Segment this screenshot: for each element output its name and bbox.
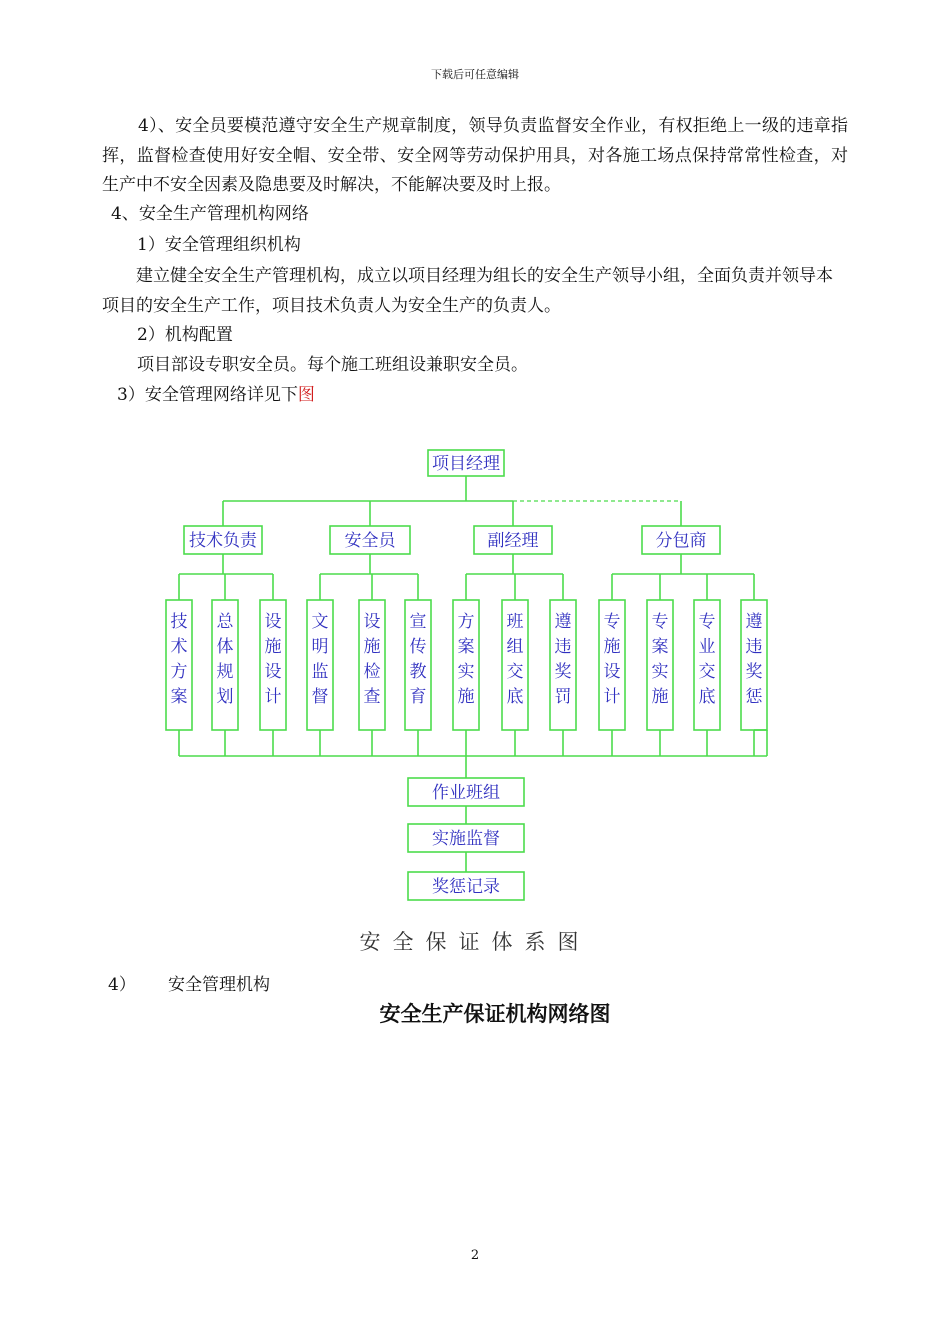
page-number: 2 bbox=[470, 1248, 480, 1263]
node-leaf-0-1-char: 体 bbox=[216, 637, 234, 657]
node-leaf-3-3-char: 违 bbox=[745, 637, 763, 657]
section-heading-4: 4、安全生产管理机构网络 bbox=[111, 204, 309, 224]
node-leaf-2-0-char: 施 bbox=[457, 687, 475, 707]
node-leaf-3-1-char: 案 bbox=[651, 637, 669, 657]
node-leaf-0-2-char: 施 bbox=[264, 637, 282, 657]
item-4-number: 4） bbox=[108, 975, 136, 995]
node-leaf-3-1-char: 实 bbox=[651, 662, 669, 682]
node-leaf-3-1-char: 专 bbox=[651, 612, 669, 632]
node-bottom-0-label: 作业班组 bbox=[432, 783, 500, 803]
node-leaf-3-2-char: 交 bbox=[698, 662, 716, 682]
node-leaf-1-2-char: 教 bbox=[409, 662, 427, 682]
node-leaf-1-1-char: 施 bbox=[363, 637, 381, 657]
node-leaf-3-3-char: 遵 bbox=[745, 612, 763, 632]
node-level2-0-label: 技术负责 bbox=[189, 531, 257, 551]
node-leaf-3-0-char: 施 bbox=[603, 637, 621, 657]
node-leaf-2-1-char: 组 bbox=[506, 637, 524, 657]
item-4-text: 安全管理机构 bbox=[168, 975, 270, 995]
node-level2-2-label: 副经理 bbox=[487, 531, 539, 551]
node-leaf-1-0-char: 文 bbox=[311, 612, 329, 632]
node-leaf-0-0-char: 案 bbox=[170, 687, 188, 707]
subheading-4-3 bbox=[117, 380, 315, 405]
node-leaf-2-0-char: 案 bbox=[457, 637, 475, 657]
paragraph-staffing: 项目部设专职安全员。每个施工班组设兼职安全员。 bbox=[137, 355, 528, 375]
node-leaf-3-2-char: 专 bbox=[698, 612, 716, 632]
node-leaf-1-0-char: 明 bbox=[311, 637, 329, 657]
node-leaf-0-0-char: 技 bbox=[170, 612, 188, 632]
page-header: 下载后可任意编辑 bbox=[431, 68, 519, 81]
subheading-4-1: 1）安全管理组织机构 bbox=[137, 235, 301, 255]
node-bottom-2-label: 奖惩记录 bbox=[432, 877, 500, 897]
network-figure-title: 安全生产保证机构网络图 bbox=[379, 1002, 611, 1026]
node-leaf-0-2-char: 计 bbox=[264, 687, 282, 707]
node-leaf-2-2-char: 奖 bbox=[554, 662, 572, 682]
node-level2-3-label: 分包商 bbox=[655, 531, 707, 551]
subheading-4-3-text: 3）安全管理网络详见下 bbox=[117, 385, 298, 405]
figure-caption: 安全保证体系图 bbox=[359, 930, 591, 954]
safety-org-chart bbox=[0, 440, 950, 910]
node-leaf-2-1-char: 交 bbox=[506, 662, 524, 682]
node-leaf-1-2-char: 传 bbox=[409, 637, 427, 657]
node-leaf-1-1-char: 检 bbox=[363, 662, 381, 682]
node-leaf-3-0-char: 专 bbox=[603, 612, 621, 632]
node-leaf-0-0-char: 术 bbox=[170, 637, 188, 657]
node-leaf-0-1-char: 总 bbox=[216, 612, 234, 632]
node-leaf-2-0-char: 实 bbox=[457, 662, 475, 682]
node-leaf-1-0-char: 督 bbox=[311, 687, 329, 707]
item-4 bbox=[108, 970, 270, 995]
node-leaf-1-0-char: 监 bbox=[311, 662, 329, 682]
node-level2-1-label: 安全员 bbox=[344, 531, 396, 551]
node-leaf-1-1-char: 查 bbox=[363, 687, 381, 707]
node-leaf-1-1-char: 设 bbox=[363, 612, 381, 632]
node-leaf-3-3-char: 奖 bbox=[745, 662, 763, 682]
node-leaf-0-0-char: 方 bbox=[170, 662, 188, 682]
node-leaf-2-0-char: 方 bbox=[457, 612, 475, 632]
node-leaf-0-2-char: 设 bbox=[264, 662, 282, 682]
node-leaf-1-2-char: 宣 bbox=[409, 612, 427, 632]
paragraph-org-establish: 建立健全安全生产管理机构，成立以项目经理为组长的安全生产领导小组，全面负责并领导本项目的安全生产工作，项目技术负责人为安全生产的负责人。 bbox=[102, 266, 833, 316]
node-leaf-2-2-char: 违 bbox=[554, 637, 572, 657]
node-leaf-3-3-char: 惩 bbox=[745, 687, 763, 707]
node-leaf-3-0-char: 设 bbox=[603, 662, 621, 682]
figure-ref: 图 bbox=[297, 385, 315, 405]
subheading-4-2: 2）机构配置 bbox=[137, 325, 233, 345]
node-project-manager-label: 项目经理 bbox=[432, 454, 500, 474]
node-leaf-1-2-char: 育 bbox=[409, 687, 427, 707]
node-leaf-3-1-char: 施 bbox=[651, 687, 669, 707]
node-leaf-0-1-char: 划 bbox=[216, 687, 234, 707]
node-bottom-1-label: 实施监督 bbox=[432, 829, 500, 849]
paragraph-safety-officer: 4）、安全员要模范遵守安全生产规章制度，领导负责监督安全作业，有权拒绝上一级的违章指挥，监督检查使用好安全帽、安全带、安全网等劳动保护用具，对各施工场点保持常常性检查，对生产中不安全因素及隐患要及时解决，不能解决要及时上报。 bbox=[102, 116, 848, 195]
node-leaf-0-1-char: 规 bbox=[216, 662, 234, 682]
node-leaf-3-2-char: 业 bbox=[698, 637, 716, 657]
node-leaf-3-2-char: 底 bbox=[698, 687, 716, 707]
node-leaf-2-2-char: 遵 bbox=[554, 612, 572, 632]
node-leaf-2-1-char: 班 bbox=[506, 612, 524, 632]
node-leaf-0-2-char: 设 bbox=[264, 612, 282, 632]
node-leaf-2-1-char: 底 bbox=[506, 687, 524, 707]
node-leaf-3-0-char: 计 bbox=[603, 687, 621, 707]
node-leaf-2-2-char: 罚 bbox=[554, 687, 572, 707]
